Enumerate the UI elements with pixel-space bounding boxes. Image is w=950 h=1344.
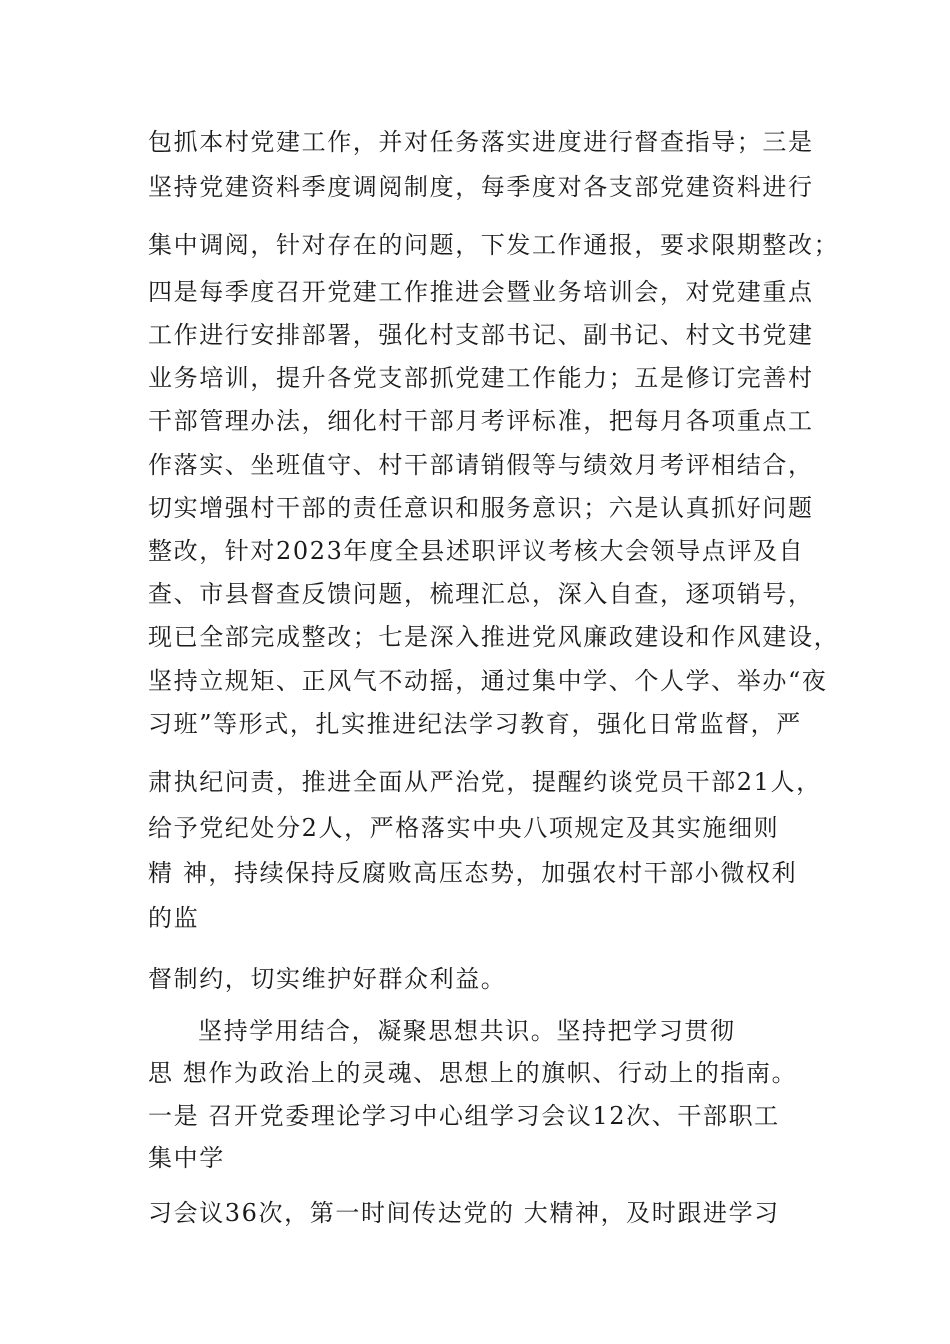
text-line: 作落实、坐班值守、村干部请销假等与绩效月考评相结合， (148, 451, 814, 479)
text-line: 包抓本村党建工作，并对任务落实进度进行督查指导；三是 (148, 128, 814, 156)
paragraph-heading-line: 坚持学用结合，凝聚思想共识。坚持把学习贯彻 (198, 1017, 736, 1045)
text-line: 集中调阅，针对存在的问题，下发工作通报，要求限期整改； (148, 231, 840, 259)
text-line: 督制约，切实维护好群众利益。 (148, 965, 507, 993)
text-line: 习班”等形式，扎实推进纪法学习教育，强化日常监督，严 (148, 710, 802, 738)
text-line: 四是每季度召开党建工作推进会暨业务培训会，对党建重点 (148, 278, 814, 306)
text-line: 精 神，持续保持反腐败高压态势，加强农村干部小微权利 (148, 859, 798, 887)
text-line: 思 想作为政治上的灵魂、思想上的旗帜、行动上的指南。 (148, 1059, 798, 1087)
text-line: 工作进行安排部署，强化村支部书记、副书记、村文书党建 (148, 321, 814, 349)
text-line: 肃执纪问责，推进全面从严治党，提醒约谈党员干部21人， (148, 768, 822, 796)
text-line: 整改，针对2023年度全县述职评议考核大会领导点评及自 (148, 537, 805, 565)
text-line: 现已全部完成整改；七是深入推进党风廉政建设和作风建设， (148, 623, 840, 651)
text-line: 集中学 (148, 1144, 225, 1172)
text-line: 业务培训，提升各党支部抓党建工作能力；五是修订完善村 (148, 364, 814, 392)
text-line: 一是 召开党委理论学习中心组学习会议12次、干部职工 (148, 1102, 780, 1130)
text-line: 坚持党建资料季度调阅制度，每季度对各支部党建资料进行 (148, 173, 814, 201)
text-line: 坚持立规矩、正风气不动摇，通过集中学、个人学、举办“夜 (148, 667, 828, 695)
text-line: 习会议36次，第一时间传达党的 大精神，及时跟进学习 (148, 1199, 780, 1227)
text-line: 的监 (148, 904, 200, 932)
text-line: 切实增强村干部的责任意识和服务意识；六是认真抓好问题 (148, 494, 814, 522)
text-line: 给予党纪处分2人，严格落实中央八项规定及其实施细则 (148, 814, 780, 842)
text-line: 干部管理办法，细化村干部月考评标准，把每月各项重点工 (148, 407, 814, 435)
text-line: 查、市县督查反馈问题，梳理汇总，深入自查，逐项销号， (148, 580, 814, 608)
